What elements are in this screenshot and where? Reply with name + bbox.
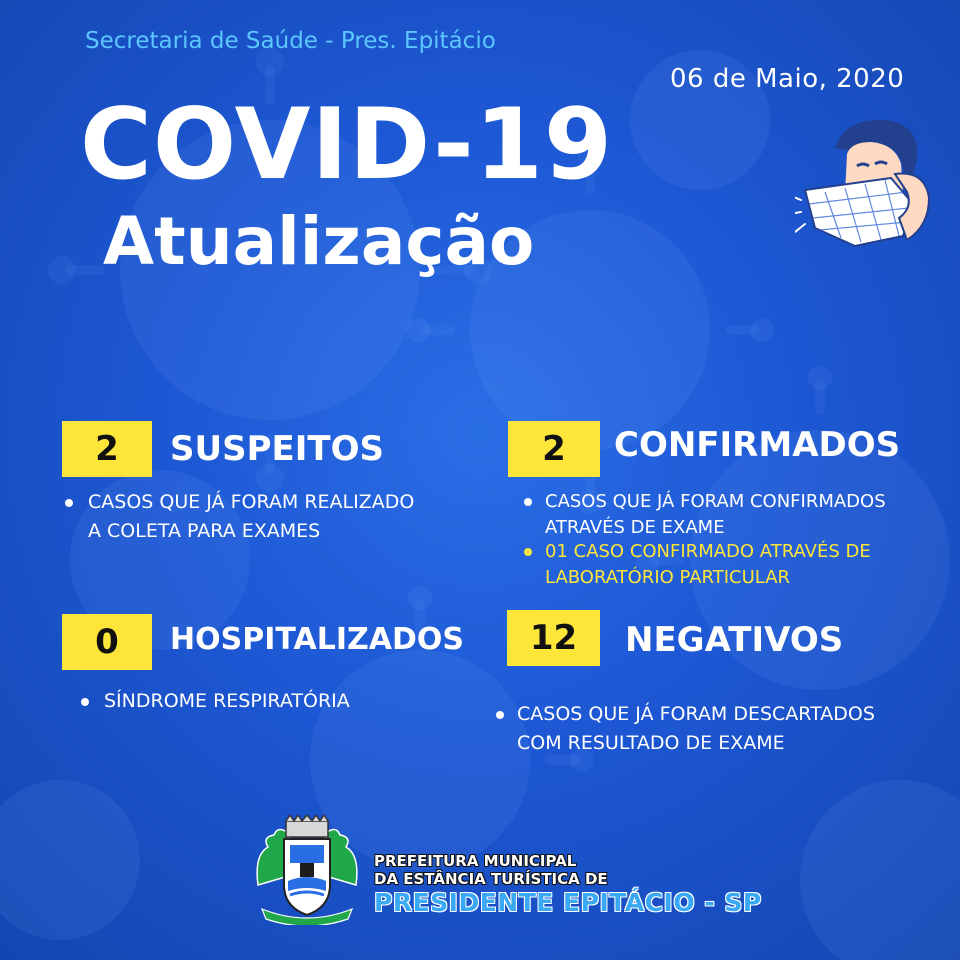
main-title: COVID-19 — [80, 88, 614, 202]
suspeitos-description — [88, 488, 414, 546]
suspeitos-label: SUSPEITOS — [170, 429, 384, 469]
person-sneezing-into-elbow-icon — [795, 108, 935, 258]
negativos-count: 12 — [529, 618, 578, 658]
hospitalizados-description-line-1: SÍNDROME RESPIRATÓRIA — [104, 690, 350, 712]
hospitalizados-count-badge — [62, 614, 152, 670]
confirmados-bullet-1 — [524, 498, 532, 506]
negativos-bullet — [496, 711, 504, 719]
confirmados-count: 2 — [542, 429, 566, 469]
confirmados-bullet-2 — [524, 548, 532, 556]
logo-text-line-3: PRESIDENTE EPITÁCIO - SP — [374, 888, 762, 917]
confirmados-description-2 — [545, 539, 871, 591]
hospitalizados-label: HOSPITALIZADOS — [170, 622, 464, 657]
confirmados-description-1-line-1: CASOS QUE JÁ FORAM CONFIRMADOS — [545, 491, 886, 512]
hospitalizados-count: 0 — [95, 622, 119, 662]
confirmados-description-1-line-2: ATRAVÉS DE EXAME — [545, 517, 725, 538]
organization-title: Secretaria de Saúde - Pres. Epitácio — [85, 28, 496, 54]
suspeitos-bullet — [65, 499, 73, 507]
suspeitos-count-badge — [62, 421, 152, 477]
suspeitos-description-line-2: A COLETA PARA EXAMES — [88, 520, 321, 542]
hospitalizados-description — [104, 687, 350, 716]
municipal-coat-of-arms-icon — [248, 815, 366, 925]
hospitalizados-bullet — [81, 698, 89, 706]
confirmados-description-2-line-1: 01 CASO CONFIRMADO ATRAVÉS DE — [545, 541, 871, 562]
negativos-label: NEGATIVOS — [625, 620, 844, 660]
logo-text-line-1: PREFEITURA MUNICIPAL — [374, 852, 577, 870]
suspeitos-description-line-1: CASOS QUE JÁ FORAM REALIZADO — [88, 491, 415, 513]
logo-text-line-2: DA ESTÂNCIA TURÍSTICA DE — [374, 870, 608, 888]
report-date: 06 de Maio, 2020 — [670, 64, 905, 94]
suspeitos-count: 2 — [95, 429, 119, 469]
negativos-description-line-1: CASOS QUE JÁ FORAM DESCARTADOS — [517, 703, 875, 725]
confirmados-label: CONFIRMADOS — [614, 425, 901, 465]
confirmados-count-badge — [508, 421, 600, 477]
confirmados-description-1 — [545, 489, 886, 541]
subtitle: Atualização — [103, 203, 535, 280]
municipal-logo — [248, 815, 762, 925]
negativos-description — [517, 700, 875, 758]
negativos-count-badge — [507, 610, 600, 666]
negativos-description-line-2: COM RESULTADO DE EXAME — [517, 732, 785, 754]
confirmados-description-2-line-2: LABORATÓRIO PARTICULAR — [545, 567, 791, 588]
